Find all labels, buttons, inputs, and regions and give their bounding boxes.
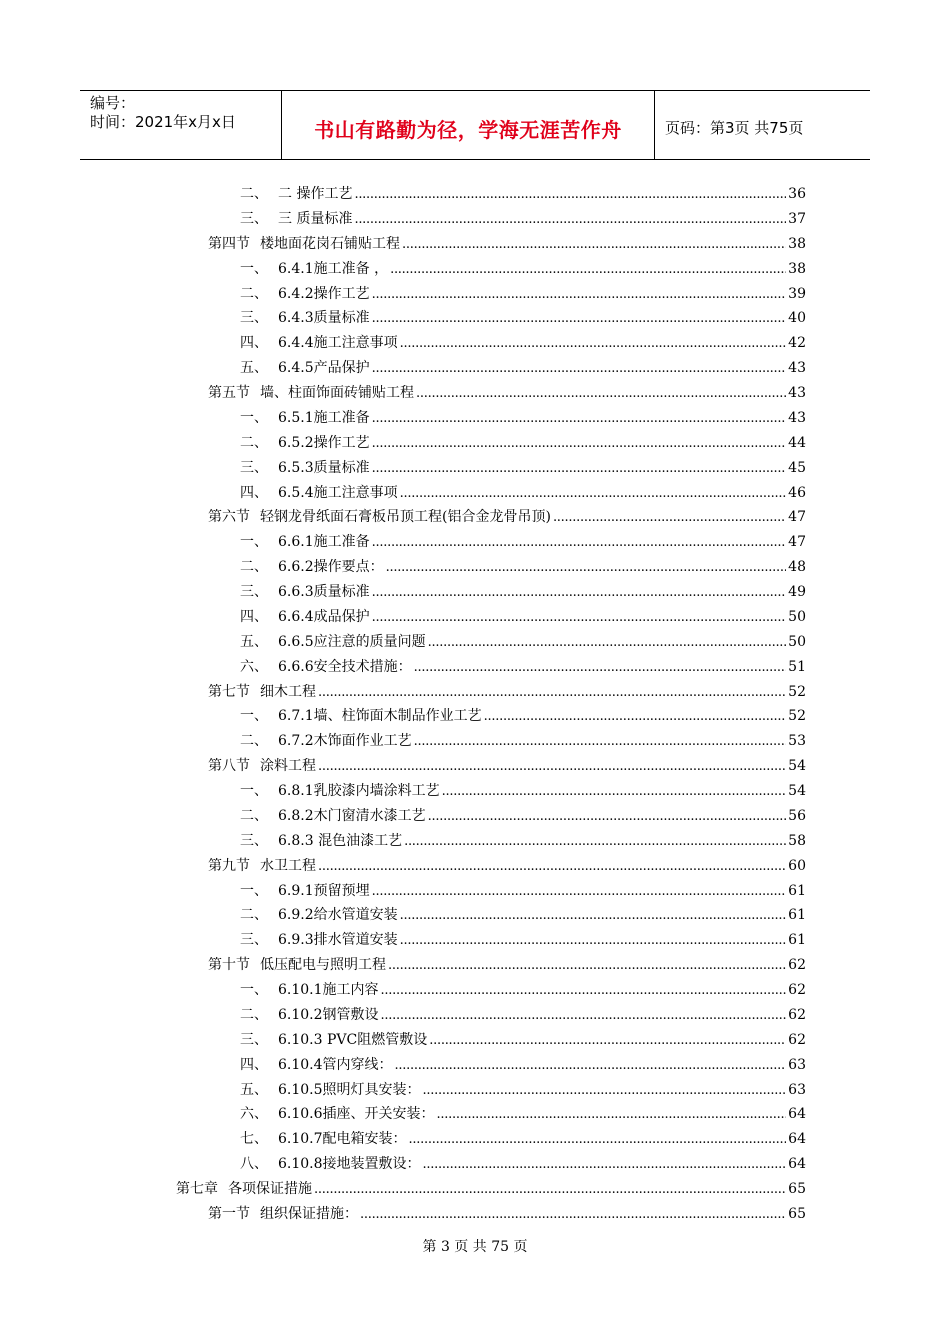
toc-entry-title: 楼地面花岗石铺贴工程 [260,235,400,252]
toc-entry-title: 6.10.4管内穿线： [278,1056,393,1073]
toc-entry-number: 六、 [240,1106,268,1123]
toc-dot-leader [400,483,787,504]
toc-dot-leader [372,308,787,329]
toc-entry[interactable] [0,806,950,831]
toc-entry-title: 6.7.2木饰面作业工艺 [278,733,412,750]
toc-entry-page: 43 [788,360,806,377]
toc-entry-title: 6.10.2钢管敷设 [278,1006,379,1023]
toc-entry-page: 52 [788,708,806,725]
toc-entry[interactable] [0,483,950,508]
toc-entry-number: 八、 [240,1156,268,1173]
toc-dot-leader [402,234,786,255]
toc-entry[interactable] [0,209,950,234]
toc-dot-leader [318,856,786,877]
toc-entry-page: 38 [788,235,806,252]
toc-entry-number: 第七章 [176,1181,218,1197]
toc-entry[interactable] [0,1005,950,1030]
toc-entry-number: 二、 [240,1006,268,1023]
toc-entry-page: 38 [788,260,806,277]
toc-entry[interactable] [0,706,950,731]
toc-entry[interactable] [0,955,950,980]
toc-entry-title: 6.5.3质量标准 [278,459,370,476]
toc-entry-number: 三、 [240,932,268,949]
toc-entry-title: 涂料工程 [260,758,316,775]
toc-dot-leader [553,507,786,528]
toc-entry-page: 37 [788,210,806,227]
toc-entry[interactable] [0,881,950,906]
toc-entry-number: 二、 [240,186,268,202]
toc-entry-title: 三 质量标准 [278,210,353,227]
toc-entry-title: 6.4.2操作工艺 [278,285,370,302]
toc-entry-number: 四、 [240,1056,268,1073]
toc-entry-title: 6.4.4施工注意事项 [278,335,398,352]
toc-entry-number: 第四节 [208,235,250,252]
toc-entry-number: 二、 [240,907,268,924]
toc-entry[interactable] [0,1129,950,1154]
toc-entry[interactable] [0,458,950,483]
toc-entry-number: 四、 [240,608,268,625]
toc-dot-leader [372,284,787,305]
toc-entry-number: 第一节 [208,1205,250,1222]
toc-entry-title: 6.8.3 混色油漆工艺 [278,832,403,849]
toc-entry-page: 58 [788,832,806,849]
toc-entry-number: 三、 [240,832,268,849]
toc-entry-title: 6.6.6安全技术措施： [278,658,412,675]
toc-entry-page: 53 [788,733,806,750]
toc-entry-title: 6.6.3质量标准 [278,584,370,600]
toc-entry-number: 二、 [240,807,268,824]
toc-entry[interactable] [0,234,950,259]
toc-entry[interactable] [0,408,950,433]
toc-dot-leader [314,1179,786,1200]
toc-entry-page: 39 [788,285,806,302]
toc-entry[interactable] [0,781,950,806]
toc-dot-leader [428,632,787,653]
toc-dot-leader [400,930,787,951]
toc-entry[interactable] [0,856,950,881]
toc-entry-page: 52 [788,683,806,700]
toc-entry[interactable] [0,731,950,756]
toc-entry-page: 61 [788,907,806,924]
toc-dot-leader [437,1104,787,1125]
toc-dot-leader [414,657,787,678]
toc-dot-leader [484,706,787,727]
toc-entry[interactable] [0,284,950,309]
toc-entry[interactable] [0,831,950,856]
toc-entry-page: 36 [788,186,806,202]
toc-entry-page: 63 [788,1056,806,1073]
toc-entry-number: 七、 [240,1131,268,1148]
toc-dot-leader [400,333,787,354]
toc-entry[interactable] [0,532,950,557]
toc-entry-number: 一、 [240,260,268,277]
toc-entry-number: 第七节 [208,683,250,700]
toc-entry-number: 三、 [240,310,268,327]
toc-entry-title: 6.6.5应注意的质量问题 [278,633,426,650]
toc-entry-title: 墙、柱面饰面砖铺贴工程 [260,385,414,401]
toc-entry[interactable] [0,383,950,408]
toc-entry-page: 46 [788,484,806,501]
toc-entry-page: 48 [788,559,806,576]
toc-dot-leader [386,557,787,578]
toc-entry-title: 6.10.6插座、开关安装： [278,1106,435,1123]
toc-entry-number: 第九节 [208,857,250,874]
toc-dot-leader [395,1055,787,1076]
toc-entry-number: 第十节 [208,957,250,974]
toc-entry-page: 54 [788,758,806,775]
toc-entry-title: 6.4.3质量标准 [278,310,370,327]
toc-entry-title: 轻钢龙骨纸面石膏板吊顶工程(铝合金龙骨吊顶) [260,509,551,526]
toc-entry[interactable] [0,1030,950,1055]
toc-entry-title: 6.6.1施工准备 [278,534,370,551]
toc-dot-leader [442,781,787,802]
toc-entry[interactable] [0,980,950,1005]
toc-entry[interactable] [0,1055,950,1080]
toc-dot-leader [372,532,787,553]
toc-entry[interactable] [0,1179,950,1204]
toc-dot-leader [388,955,786,976]
toc-entry-page: 51 [788,658,806,675]
toc-entry-title: 6.5.4施工注意事项 [278,484,398,501]
toc-dot-leader [318,682,786,703]
toc-entry-page: 61 [788,932,806,949]
toc-entry-title: 6.10.8接地装置敷设： [278,1156,421,1173]
toc-entry-page: 64 [788,1131,806,1148]
toc-entry[interactable] [0,1104,950,1129]
toc-entry-number: 一、 [240,534,268,551]
header-motto-cell [282,91,655,159]
toc-dot-leader [372,607,787,628]
toc-entry-number: 六、 [240,658,268,675]
toc-entry[interactable] [0,308,950,333]
table-of-contents [0,184,950,1229]
toc-entry-page: 62 [788,1006,806,1023]
toc-entry-number: 第六节 [208,509,250,526]
toc-dot-leader [423,1080,787,1101]
toc-entry[interactable] [0,632,950,657]
page-footer: 第 3 页 共 75 页 [422,1239,528,1255]
header-page-cell [665,91,870,159]
toc-entry-title: 6.5.1施工准备 [278,409,370,426]
toc-entry-title: 6.10.5照明灯具安装： [278,1081,421,1098]
toc-entry-number: 第五节 [208,385,250,401]
toc-entry-number: 二、 [240,559,268,576]
toc-entry-title: 6.4.5产品保护 [278,360,370,377]
toc-entry-title: 水卫工程 [260,857,316,874]
toc-entry[interactable] [0,259,950,284]
toc-entry-page: 62 [788,1031,806,1048]
toc-entry-title: 6.9.1预留预埋 [278,882,370,899]
toc-entry-number: 三、 [240,210,268,227]
header-page-info: 页码：第3页 共75页 [665,119,804,137]
toc-entry-number: 二、 [240,434,268,451]
toc-dot-leader [318,756,786,777]
toc-entry-title: 6.8.2木门窗清水漆工艺 [278,807,426,824]
toc-entry[interactable] [0,582,950,607]
toc-entry-page: 50 [788,608,806,625]
toc-entry-page: 56 [788,807,806,824]
toc-entry-page: 62 [788,957,806,974]
toc-entry-page: 60 [788,857,806,874]
toc-entry[interactable] [0,433,950,458]
toc-entry-number: 四、 [240,335,268,352]
toc-entry-number: 四、 [240,484,268,501]
toc-entry-number: 一、 [240,708,268,725]
toc-entry-title: 二 操作工艺 [278,186,353,202]
toc-entry-title: 细木工程 [260,683,316,700]
toc-entry-page: 54 [788,783,806,799]
toc-entry-number: 三、 [240,1031,268,1048]
toc-dot-leader [423,1154,787,1175]
toc-entry-title: 6.6.2操作要点： [278,559,384,576]
toc-entry-title: 6.9.2给水管道安装 [278,907,398,924]
toc-dot-leader [414,731,787,752]
toc-entry[interactable] [0,930,950,955]
toc-entry[interactable] [0,1154,950,1179]
toc-entry-number: 五、 [240,360,268,377]
toc-entry-title: 6.5.2操作工艺 [278,434,370,451]
toc-entry[interactable] [0,507,950,532]
toc-entry[interactable] [0,557,950,582]
toc-dot-leader [372,582,787,603]
toc-entry-title: 6.10.3 PVC阻燃管敷设 [278,1031,428,1048]
toc-dot-leader [390,259,786,280]
toc-dot-leader [381,1005,787,1026]
toc-entry[interactable] [0,333,950,358]
toc-entry-number: 一、 [240,882,268,899]
toc-dot-leader [372,458,787,479]
toc-entry-page: 40 [788,310,806,327]
toc-dot-leader [372,408,787,429]
toc-entry-title: 组织保证措施： [260,1205,358,1222]
toc-dot-leader [400,905,787,926]
toc-dot-leader [372,433,787,454]
document-date: 时间：2021年x月x日 [90,113,236,131]
toc-entry-page: 64 [788,1156,806,1173]
toc-entry-page: 63 [788,1081,806,1098]
toc-entry-title: 6.9.3排水管道安装 [278,932,398,949]
toc-dot-leader [372,358,787,379]
toc-entry-number: 五、 [240,1081,268,1098]
toc-entry-page: 65 [788,1205,806,1222]
header-motto: 书山有路勤为径，学海无涯苦作舟 [314,118,622,142]
toc-dot-leader [409,1129,787,1150]
toc-dot-leader [429,1030,786,1051]
toc-entry-title: 6.7.1墙、柱饰面木制品作业工艺 [278,708,482,725]
toc-entry-page: 62 [788,982,806,998]
toc-dot-leader [372,881,787,902]
toc-entry[interactable] [0,905,950,930]
toc-entry-title: 各项保证措施 [228,1181,312,1197]
toc-entry-title: 6.4.1施工准备 ， [278,260,389,277]
toc-entry-page: 43 [788,409,806,426]
toc-entry[interactable] [0,756,950,781]
toc-entry-number: 五、 [240,633,268,650]
toc-entry-number: 三、 [240,584,268,600]
toc-entry-page: 50 [788,633,806,650]
toc-entry-page: 49 [788,584,806,600]
toc-entry-number: 三、 [240,459,268,476]
toc-entry[interactable] [0,358,950,383]
toc-entry-title: 6.6.4成品保护 [278,608,370,625]
toc-entry-title: 6.10.7配电箱安装： [278,1131,407,1148]
toc-entry-page: 47 [788,534,806,551]
toc-entry[interactable] [0,682,950,707]
toc-entry-title: 低压配电与照明工程 [260,957,386,974]
toc-entry-page: 42 [788,335,806,352]
toc-entry[interactable] [0,1080,950,1105]
toc-entry-number: 二、 [240,733,268,750]
toc-dot-leader [416,383,786,404]
toc-entry-page: 44 [788,434,806,451]
header-meta-cell [80,91,282,159]
toc-entry-number: 一、 [240,409,268,426]
toc-entry-page: 45 [788,459,806,476]
toc-entry[interactable] [0,184,950,209]
toc-entry-page: 64 [788,1106,806,1123]
toc-dot-leader [360,1204,786,1225]
document-code-label: 编号： [90,94,136,112]
toc-entry[interactable] [0,1204,950,1229]
toc-entry-page: 65 [788,1181,806,1197]
document-header [80,90,870,160]
toc-entry-number: 一、 [240,783,268,799]
toc-dot-leader [354,209,786,230]
toc-entry[interactable] [0,607,950,632]
toc-entry-page: 61 [788,882,806,899]
toc-dot-leader [381,980,787,1001]
toc-entry[interactable] [0,657,950,682]
toc-entry-number: 一、 [240,982,268,998]
toc-dot-leader [428,806,787,827]
toc-entry-page: 47 [788,509,806,526]
toc-entry-number: 二、 [240,285,268,302]
toc-entry-title: 6.10.1施工内容 [278,982,379,998]
toc-entry-page: 43 [788,385,806,401]
toc-dot-leader [354,184,786,205]
toc-dot-leader [404,831,786,852]
toc-entry-number: 第八节 [208,758,250,775]
toc-entry-title: 6.8.1乳胶漆内墙涂料工艺 [278,783,440,799]
